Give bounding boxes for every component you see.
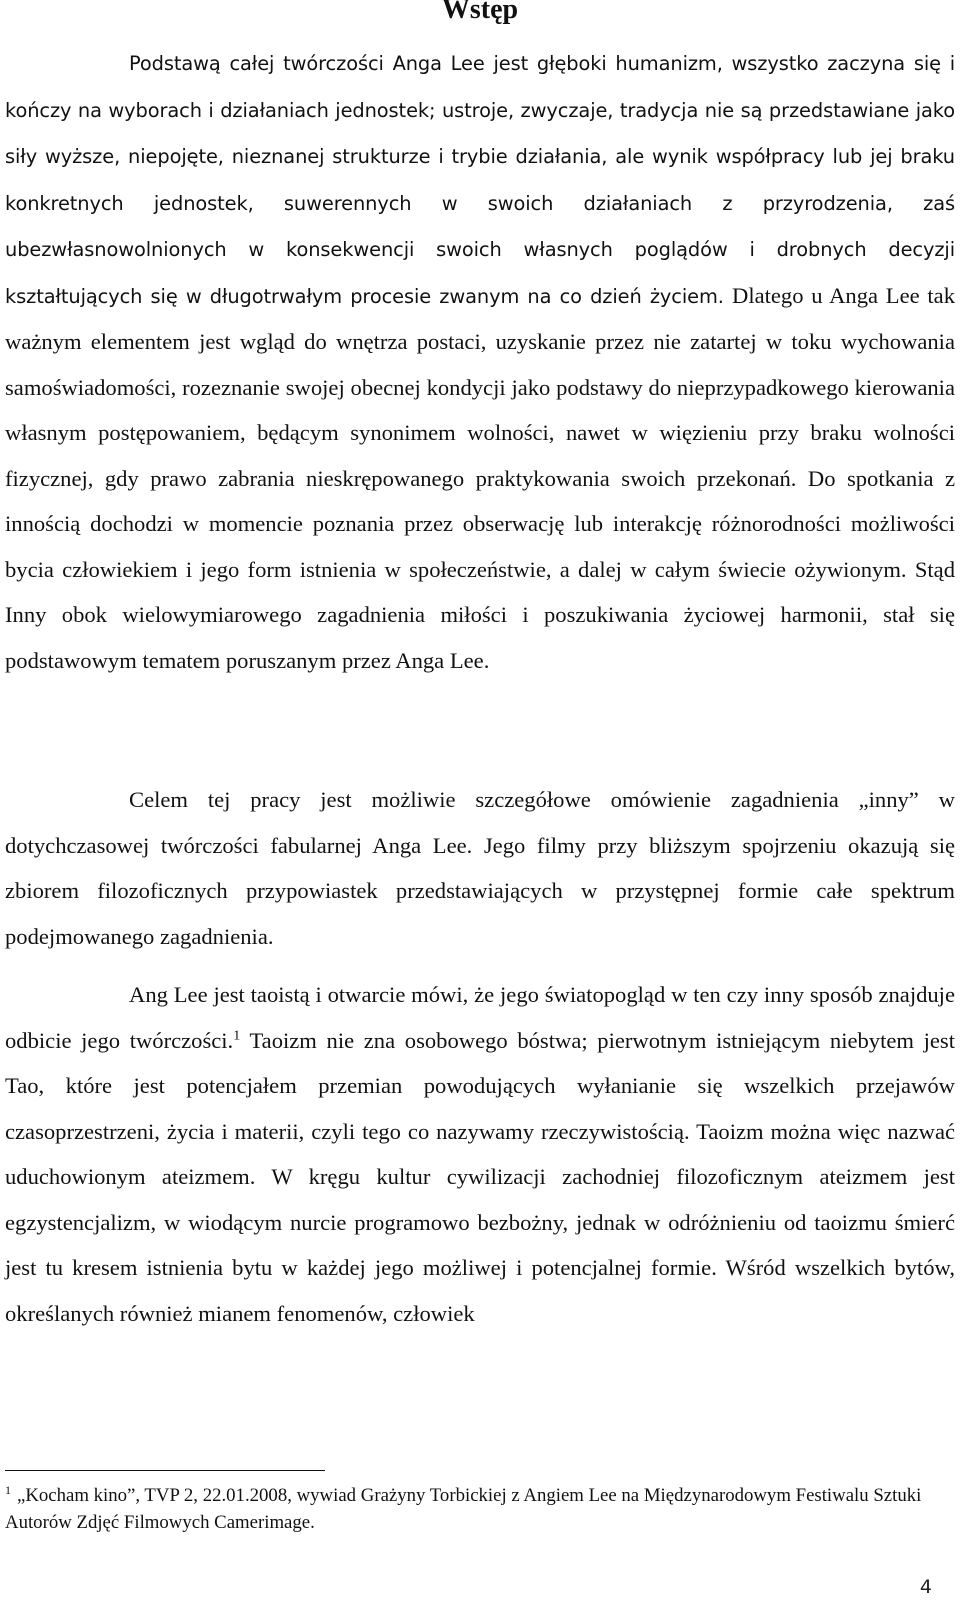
paragraph-2	[5, 777, 955, 959]
paragraph-3-text-after-note: Taoizm nie zna osobowego bóstwa; pierwotnym istniejącym niebytem jest Tao, które jest potencjałem przemian powodujących wyłanianie się wszelkich przejawów czasoprzestrzeni, życia i materii, czyli tego co nazywamy rzeczywistością. Taoizm można więc nazwać uduchowionym ateizmem. W kręgu kultur cywilizacji zachodniej filozoficznym ateizmem jest egzystencjalizm, w wiodącym nurcie programowo bezbożny, jednak w odróżnieniu od taoizmu śmierć jest tu kresem istnienia bytu w każdej jego możliwej i potencjalnej formie. Wśród wszelkich bytów, określanych również mianem fenomenów, człowiek	[5, 1027, 955, 1326]
paragraph-3	[5, 972, 955, 1336]
footnote-reference[interactable]: 1	[233, 1027, 241, 1043]
paragraph-3-text-before-note: Ang Lee jest taoistą i otwarcie mówi, że jego światopogląd w ten czy inny sposób znajduje odbicie jego twórczości.	[5, 982, 955, 1053]
paragraph-2-text: Celem tej pracy jest możliwie szczegółowe omówienie zagadnienia „inny” w dotychczasowej twórczości fabularnej Anga Lee. Jego filmy przy bliższym spojrzeniu okazują się zbiorem filozoficznych przypowiastek przedstawiających w przystępnej formie całe spektrum podejmowanego zagadnienia.	[5, 787, 955, 949]
paragraph-1	[5, 40, 955, 683]
page-number: 4	[919, 1576, 932, 1598]
footnote-separator	[5, 1470, 325, 1471]
footnote	[5, 1482, 950, 1536]
footnote-text: „Kocham kino”, TVP 2, 22.01.2008, wywiad Grażyny Torbickiej z Angiem Lee na Międzynarodowym Festiwalu Sztuki Autorów Zdjęć Filmowych Camerimage.	[5, 1485, 922, 1533]
paragraph-1-text-sans: Podstawą całej twórczości Anga Lee jest głęboki humanizm, wszystko zaczyna się i kończy na wyborach i działaniach jednostek; ustroje, zwyczaje, tradycja nie są przedstawiane jako siły wyższe, niepojęte, nieznanej strukturze i trybie działania, ale wynik współpracy lub jej braku konkretnych jednostek, suwerennych w swoich działaniach z przyrodzenia, zaś ubezwłasnowolnionych w konsekwencji swoich własnych poglądów i drobnych decyzji kształtujących się w długotrwałym procesie zwanym na co dzień życiem.	[5, 52, 955, 308]
paragraph-1-text-serif: Dlatego u Anga Lee tak ważnym elementem jest wgląd do wnętrza postaci, uzyskanie przez nie zatartej w toku wychowania samoświadomości, rozeznanie swojej obecnej kondycji jako podstawy do nieprzypadkowego kierowania własnym postępowaniem, będącym synonimem wolności, nawet w więzieniu przy braku wolności fizycznej, gdy prawo zabrania nieskrępowanego praktykowania swoich przekonań. Do spotkania z innością dochodzi w momencie poznania przez obserwację lub interakcję różnorodności możliwości bycia człowiekiem i jego form istnienia w społeczeństwie, a dalej w całym świecie ożywionym. Stąd Inny obok wielowymiarowego zagadnienia miłości i poszukiwania życiowej harmonii, stał się podstawowym tematem poruszanym przez Anga Lee.	[5, 282, 955, 673]
footnote-marker: 1	[5, 1482, 11, 1497]
page-title: Wstęp	[441, 0, 519, 25]
